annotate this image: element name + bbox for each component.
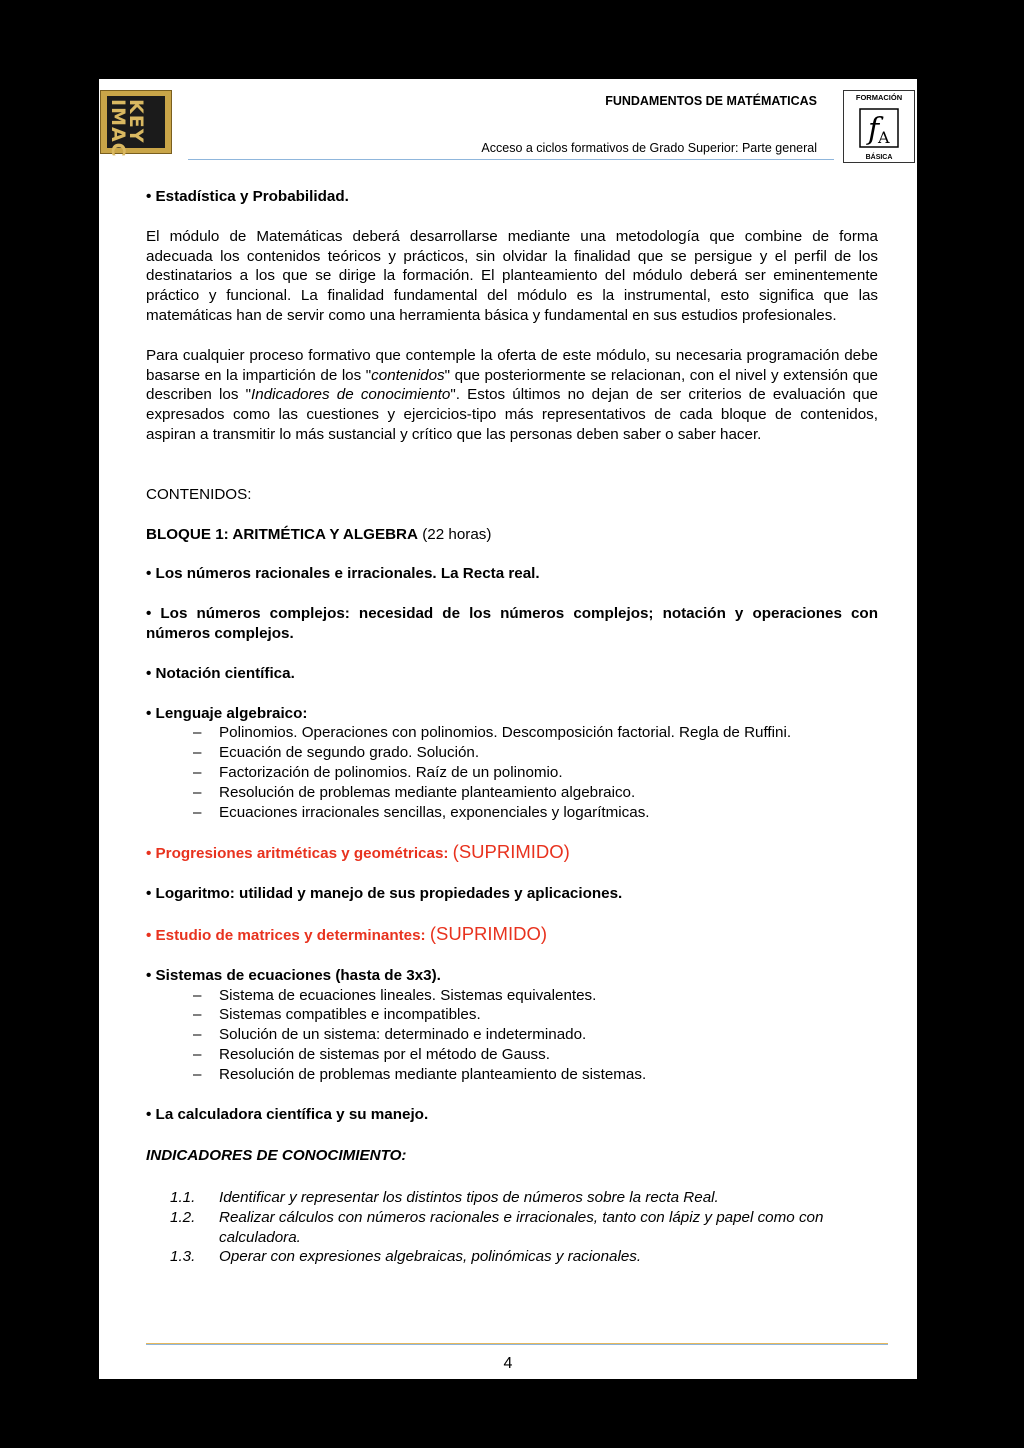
paragraph-methodology: El módulo de Matemáticas deberá desarrollarse mediante una metodología que combine de forma adecuada los contenidos teóricos y prácticos, sin olvidar la finalidad que se persigue y el perfil de los destinatarios a los que se dirige la formación. El planteamiento del módulo deberá ser eminentemente práctico y funcional. La finalidad fundamental del módulo es la instrumental, esto significa que las matemáticas han de servir como una herramienta básica y fundamental en sus estudios profesionales. — [146, 227, 878, 324]
document-body — [146, 187, 878, 1267]
block1-heading: BLOQUE 1: ARITMÉTICA Y ALGEBRA (22 horas) — [146, 525, 492, 543]
indicator-item: 1.3. Operar con expresiones algebraicas, polinómicas y racionales. — [170, 1248, 642, 1266]
bullet-calculadora: • La calculadora científica y su manejo. — [146, 1105, 429, 1123]
bullet-progresiones-suprimido: • Progresiones aritméticas y geométricas: (SUPRIMIDO) — [146, 841, 570, 863]
list-item: – Resolución de problemas mediante planteamiento de sistemas. — [146, 1065, 878, 1085]
indicators-heading: INDICADORES DE CONOCIMIENTO: — [146, 1147, 407, 1165]
svg-text:f: f — [868, 112, 880, 147]
list-item: – Sistema de ecuaciones lineales. Sistemas equivalentes. — [146, 986, 878, 1006]
fa-emblem-icon — [854, 105, 904, 151]
indicator-item: 1.1. Identificar y representar los distintos tipos de números sobre la recta Real. — [170, 1189, 719, 1207]
bullet-logaritmo: • Logaritmo: utilidad y manejo de sus propiedades y aplicaciones. — [146, 885, 623, 903]
list-item: – Solución de un sistema: determinado e indeterminado. — [146, 1025, 878, 1045]
paragraph-programming: Para cualquier proceso formativo que contemple la oferta de este módulo, su necesaria programación debe basarse en la impartición de los "contenidos" que posteriormente se relacionan, con el nivel y extensión que describen los "Indicadores de conocimiento". Estos últimos no dejan de ser criterios de evaluación que expresados como las cuestiones y ejercicios-tipo más representativos de cada bloque de contenidos, aspiran a transmitir lo más sustancial y crítico que las personas deben saber o saber hacer. — [146, 346, 878, 443]
suprimido-label: (SUPRIMIDO) — [429, 922, 548, 944]
header-divider — [188, 159, 834, 160]
header-subtitle: Acceso a ciclos formativos de Grado Superior: Parte general — [481, 141, 817, 155]
bullet-estadistica: • Estadística y Probabilidad. — [146, 188, 349, 205]
bullet-sistemas-ecuaciones: • Sistemas de ecuaciones (hasta de 3x3). — [146, 966, 441, 984]
list-item: – Resolución de problemas mediante planteamiento algebraico. — [146, 783, 878, 803]
lenguaje-algebraico-list — [146, 723, 878, 822]
logo-bottom-label: BÁSICA — [865, 154, 893, 161]
list-item: – Ecuación de segundo grado. Solución. — [146, 743, 878, 763]
sistemas-ecuaciones-list — [146, 986, 878, 1085]
bullet-notacion-cientifica: • Notación científica. — [146, 664, 295, 682]
document-page — [99, 79, 917, 1379]
header-title: FUNDAMENTOS DE MATÉMATICAS — [605, 94, 817, 108]
formacion-basica-logo — [843, 90, 915, 163]
logo-top-label: FORMACIÓN — [855, 93, 903, 102]
svg-text:A: A — [878, 128, 890, 147]
contents-heading: CONTENIDOS: — [146, 485, 252, 503]
list-item: – Ecuaciones irracionales sencillas, exponenciales y logarítmicas. — [146, 803, 878, 823]
bullet-numeros-complejos: • Los números complejos: necesidad de los números complejos; notación y operaciones con números complejos. — [146, 605, 878, 642]
list-item: – Resolución de sistemas por el método de Gauss. — [146, 1045, 878, 1065]
bullet-numeros-racionales: • Los números racionales e irracionales. La Recta real. — [146, 565, 540, 583]
imac-logo: KEY IMAC — [100, 90, 172, 154]
list-item: – Sistemas compatibles e incompatibles. — [146, 1005, 878, 1025]
bullet-matrices-suprimido: • Estudio de matrices y determinantes: (SUPRIMIDO) — [146, 922, 548, 944]
list-item: – Polinomios. Operaciones con polinomios. Descomposición factorial. Regla de Ruffini. — [146, 723, 878, 743]
list-item: – Factorización de polinomios. Raíz de un polinomio. — [146, 763, 878, 783]
bullet-lenguaje-algebraico: • Lenguaje algebraico: — [146, 704, 308, 722]
footer-divider — [146, 1343, 888, 1345]
suprimido-label: (SUPRIMIDO) — [452, 841, 570, 863]
indicator-item: 1.2. Realizar cálculos con números racionales e irracionales, tanto con lápiz y papel como con calculadora. — [170, 1208, 824, 1246]
page-number: 4 — [503, 1355, 513, 1372]
